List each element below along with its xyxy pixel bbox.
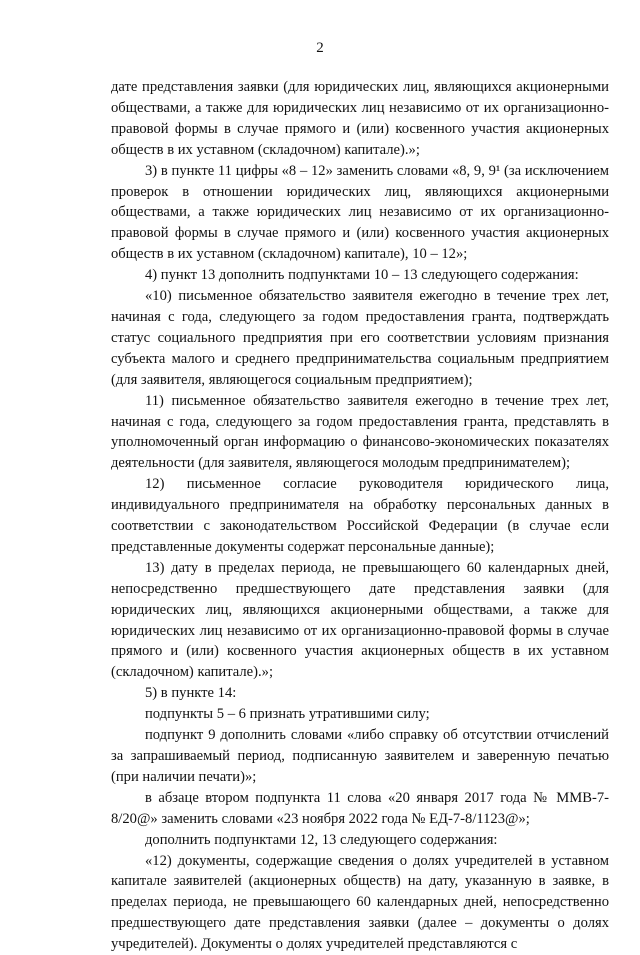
paragraph-p-cont: дате представления заявки (для юридических лиц, являющихся акционерными обществами, а также для юридических лиц независимо от их организационно-правовой формы в случае прямого и (или) косвенного участия акционерных обществ в их уставном (складочном) капитале).»; bbox=[111, 79, 609, 158]
paragraph-p5b: подпункт 9 дополнить словами «либо справку об отсутствии отчислений за запрашиваемый период, подписанную заявителем и заверенную печатью (при наличии печати)»; bbox=[111, 727, 609, 785]
document-body bbox=[111, 77, 609, 955]
paragraph-p5: 5) в пункте 14: bbox=[145, 685, 237, 702]
paragraph-p3: 3) в пункте 11 цифры «8 – 12» заменить словами «8, 9, 9¹ (за исключением проверок в отношении юридических лиц, являющихся акционерными обществами, а также юридических лиц независимо от их организационно-правовой формы в случае прямого и (или) косвенного участия акционерных обществ в их уставном (складочном) капитале), 10 – 12»; bbox=[111, 162, 609, 263]
page-number: 2 bbox=[316, 40, 324, 56]
paragraph-p4: 4) пункт 13 дополнить подпунктами 10 – 13 следующего содержания: bbox=[145, 267, 579, 284]
paragraph-p5d: дополнить подпунктами 12, 13 следующего содержания: bbox=[145, 831, 498, 848]
paragraph-p13: 13) дату в пределах периода, не превышающего 60 календарных дней, непосредственно предшествующего дате представления заявки (для юридических лиц, являющихся акционерными обществами, а также для юридических лиц независимо от их организационно-правовой формы в случае прямого и (или) косвенного участия акционерных обществ в их уставном (складочном) капитале).»; bbox=[111, 559, 609, 681]
paragraph-p11: 11) письменное обязательство заявителя ежегодно в течение трех лет, начиная с года, следующего за годом предоставления гранта, представлять в уполномоченный орган информацию о финансово-экономических показателях деятельности (для заявителя, являющегося молодым предпринимателем); bbox=[111, 392, 609, 472]
paragraph-p12b: «12) документы, содержащие сведения о долях учредителей в уставном капитале заявителей (акционерных обществ) на дату, указанную в заявке, в пределах периода, не превышающего 60 календарных дней, непосредственно предшествующего дате представления заявки (далее – документы о долях учредителей). Документы о долях учредителей представляются с bbox=[111, 852, 609, 953]
paragraph-p12: 12) письменное согласие руководителя юридического лица, индивидуального предпринимателя на обработку персональных данных в соответствии с законодательством Российской Федерации (в случае если представленные документы содержат персональные данные); bbox=[111, 476, 609, 555]
paragraph-p5c: в абзаце втором подпункта 11 слова «20 января 2017 года № ММВ-7-8/20@» заменить словами «23 ноября 2022 года № ЕД-7-8/1123@»; bbox=[111, 789, 609, 827]
paragraph-p10: «10) письменное обязательство заявителя ежегодно в течение трех лет, начиная с года, следующего за годом предоставления гранта, подтверждать статус социального предприятия при его соответствии условиям признания субъекта малого и среднего предпринимательства социальным предприятием (для заявителя, являющегося социальным предприятием); bbox=[111, 288, 609, 388]
paragraph-p5a: подпункты 5 – 6 признать утратившими силу; bbox=[145, 706, 430, 723]
